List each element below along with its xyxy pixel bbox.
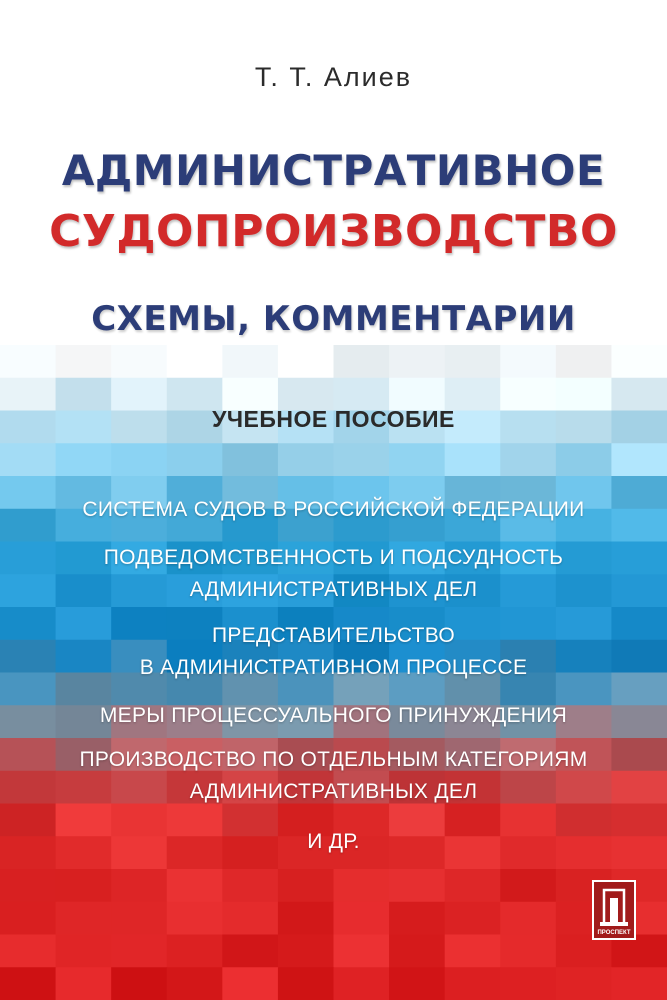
topic-6 [0,826,667,858]
mosaic-tile [278,967,334,1000]
mosaic-tile [500,443,556,476]
mosaic-tile [500,345,556,378]
mosaic-tile [334,935,390,968]
mosaic-tile [0,935,56,968]
topic-4 [0,700,667,732]
mosaic-tile [111,869,167,902]
mosaic-tile [56,869,112,902]
mosaic-tile [222,345,278,378]
mosaic-tile [389,345,445,378]
author-name: Т. Т. Алиев [254,62,413,92]
mosaic-tile [500,967,556,1000]
mosaic-tile [445,967,501,1000]
topic-5 [0,744,667,808]
mosaic-tile [500,869,556,902]
mosaic-tile [445,443,501,476]
mosaic-tile [389,443,445,476]
topic-4-line-1: МЕРЫ ПРОЦЕССУАЛЬНОГО ПРИНУЖДЕНИЯ [99,704,568,727]
mosaic-tile [56,443,112,476]
mosaic-tile [445,869,501,902]
mosaic-tile [222,967,278,1000]
mosaic-tile [556,443,612,476]
mosaic-tile [222,869,278,902]
mosaic-tile [334,443,390,476]
mosaic-tile [278,869,334,902]
topic-2-line-1: ПОДВЕДОМСТВЕННОСТЬ И ПОДСУДНОСТЬ [103,546,564,569]
mosaic-tile [389,869,445,902]
mosaic-tile [56,967,112,1000]
topic-2 [0,542,667,606]
topic-1 [0,494,667,526]
mosaic-tile [278,443,334,476]
mosaic-tile [0,869,56,902]
mosaic-tile [167,869,223,902]
topic-6-line-1: И ДР. [307,830,360,853]
mosaic-tile [389,902,445,935]
mosaic-tile [611,967,667,1000]
title-line-1: АДМИНИСТРАТИВНОЕ [61,146,606,195]
title-line-2: СУДОПРОИЗВОДСТВО [49,206,618,257]
mosaic-tile [222,935,278,968]
mosaic-tile [445,902,501,935]
mosaic-tile [445,345,501,378]
mosaic-tile [56,345,112,378]
topic-5-line-2: АДМИНИСТРАТИВНЫХ ДЕЛ [189,780,478,803]
mosaic-tile [278,345,334,378]
mosaic-tile [111,935,167,968]
mosaic-tile [445,935,501,968]
mosaic-tile [111,902,167,935]
building-icon [594,884,634,930]
topic-2-line-2: АДМИНИСТРАТИВНЫХ ДЕЛ [189,578,478,601]
mosaic-tile [167,443,223,476]
topic-5-line-1: ПРОИЗВОДСТВО ПО ОТДЕЛЬНЫМ КАТЕГОРИЯМ [79,748,588,771]
mosaic-tile [0,443,56,476]
mosaic-tile [167,935,223,968]
publisher-logo-text: ПРОСПЕКТ [597,930,631,936]
mosaic-tile [334,869,390,902]
mosaic-tile [0,967,56,1000]
mosaic-tile [0,345,56,378]
topic-3-line-2: В АДМИНИСТРАТИВНОМ ПРОЦЕССЕ [139,656,528,679]
mosaic-tile [334,345,390,378]
mosaic-tile [167,345,223,378]
mosaic-tile [278,902,334,935]
mosaic-tile [556,345,612,378]
mosaic-tile [222,443,278,476]
mosaic-tile [389,935,445,968]
mosaic-tile [500,935,556,968]
publisher-logo [592,880,636,940]
mosaic-tile [111,443,167,476]
title-line-3: СХЕМЫ, КОММЕНТАРИИ [91,299,576,339]
mosaic-tile [389,967,445,1000]
topic-3-line-1: ПРЕДСТАВИТЕЛЬСТВО [211,624,455,647]
mosaic-tile [556,967,612,1000]
mosaic-tile [334,967,390,1000]
mosaic-tile [111,967,167,1000]
book-type-subtitle: УЧЕБНОЕ ПОСОБИЕ [212,406,455,432]
mosaic-tile [278,935,334,968]
topic-1-line-1: СИСТЕМА СУДОВ В РОССИЙСКОЙ ФЕДЕРАЦИИ [82,498,585,521]
mosaic-tile [0,902,56,935]
mosaic-tile [222,902,278,935]
mosaic-tile [56,935,112,968]
mosaic-tile [500,902,556,935]
mosaic-tile [167,967,223,1000]
topic-3 [0,620,667,684]
mosaic-tile [611,443,667,476]
mosaic-tile [167,902,223,935]
mosaic-tile [611,345,667,378]
mosaic-tile [111,345,167,378]
mosaic-tile [56,902,112,935]
mosaic-tile [334,902,390,935]
